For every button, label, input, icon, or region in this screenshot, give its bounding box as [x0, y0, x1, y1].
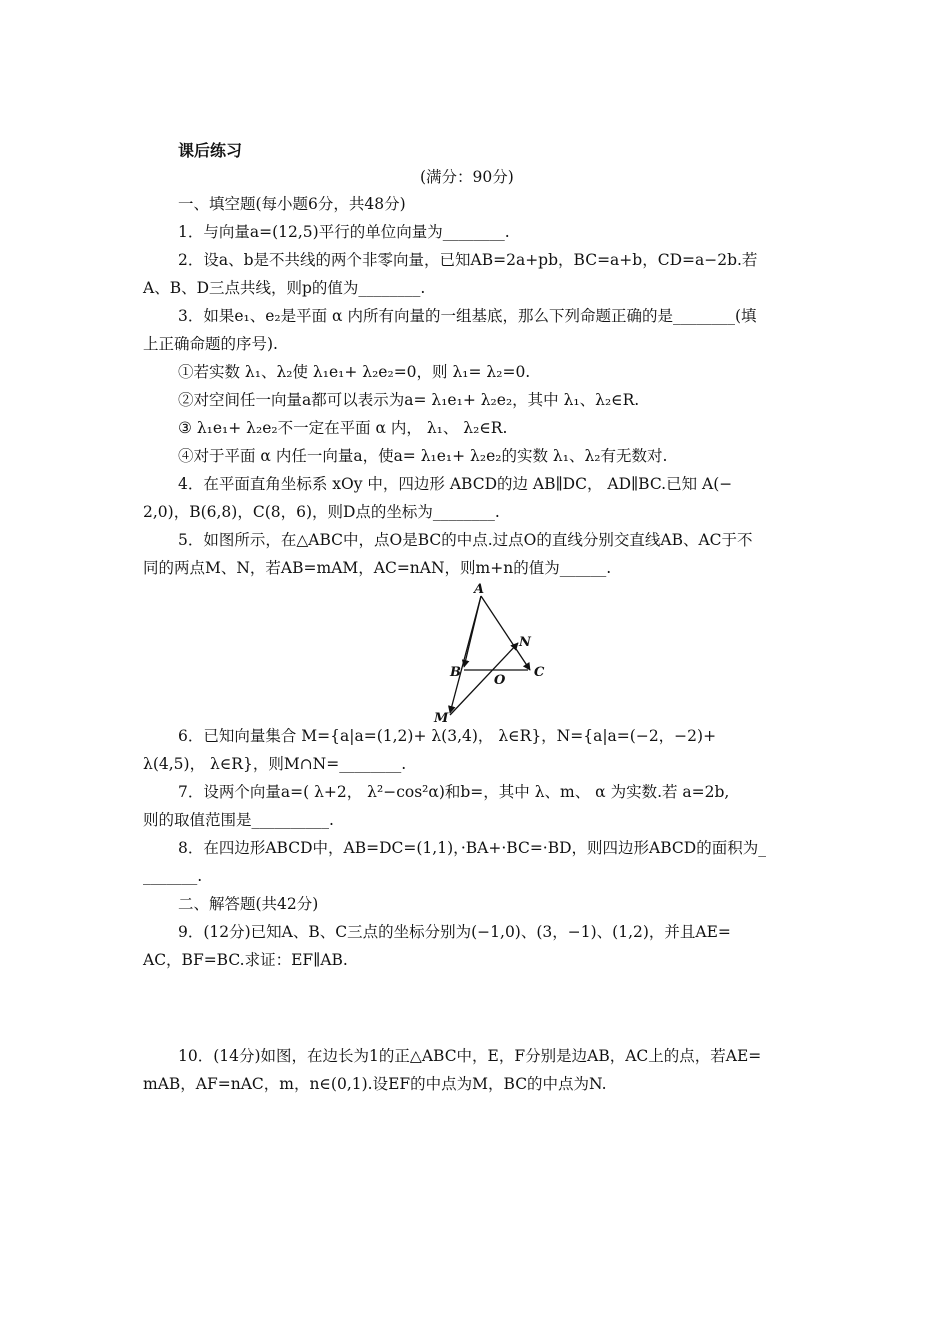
- question-1: 1．与向量a=(12,5)平行的单位向量为________.: [178, 223, 510, 241]
- label-n: N: [519, 635, 531, 650]
- question-10-line2: mAB，AF=nAC，m，n∈(0,1).设EF的中点为M，BC的中点为N.: [143, 1075, 607, 1093]
- segment-ac: [481, 596, 530, 670]
- exercise-title: 课后练习: [178, 141, 243, 160]
- label-a: A: [474, 582, 485, 597]
- question-8-line2: _______.: [143, 867, 203, 885]
- question-6-line1: 6．已知向量集合 M={a|a=(1,2)+ λ(3,4)， λ∈R}，N={a|a=(−2，−2)+: [178, 727, 717, 745]
- label-m: M: [434, 711, 449, 726]
- question-9-line1: 9．(12分)已知A、B、C三点的坐标分别为(−1,0)、(3，−1)、(1,2)，并且AE=: [178, 923, 731, 941]
- question-4-line2: 2,0)，B(6,8)，C(8，6)，则D点的坐标为________.: [143, 503, 500, 521]
- question-6-line2: λ(4,5)， λ∈R}，则M∩N=________.: [143, 755, 407, 773]
- section-fill-blank: 一、填空题(每小题6分，共48分): [178, 195, 406, 213]
- question-3-line1: 3．如果e₁、e₂是平面 α 内所有向量的一组基底，那么下列命题正确的是________(填: [178, 307, 757, 325]
- question-5-line1: 5．如图所示，在△ABC中，点O是BC的中点.过点O的直线分别交直线AB、AC于不: [178, 531, 753, 549]
- question-2-line1: 2．设a、b是不共线的两个非零向量，已知AB=2a+pb，BC=a+b，CD=a−2b.若: [178, 251, 758, 269]
- question-2-line2: A、B、D三点共线，则p的值为________.: [143, 279, 426, 297]
- score-note: (满分：90分): [420, 168, 514, 186]
- section-answer: 二、解答题(共42分): [178, 895, 319, 913]
- label-c: C: [534, 665, 545, 680]
- question-3-option-3: ③ λ₁e₁+ λ₂e₂不一定在平面 α 内， λ₁、 λ₂∈R.: [178, 419, 508, 437]
- triangle-figure: [420, 580, 560, 730]
- question-3-option-2: ②对空间任一向量a都可以表示为a= λ₁e₁+ λ₂e₂，其中 λ₁、λ₂∈R.: [178, 391, 640, 409]
- question-9-line2: AC，BF=BC.求证：EF∥AB.: [143, 951, 348, 969]
- label-o: O: [494, 673, 506, 688]
- question-5-line2: 同的两点M、N，若AB=mAM，AC=nAN，则m+n的值为______.: [143, 559, 612, 577]
- question-3-option-4: ④对于平面 α 内任一向量a，使a= λ₁e₁+ λ₂e₂的实数 λ₁、λ₂有无数对.: [178, 447, 668, 465]
- question-3-line2: 上正确命题的序号).: [143, 335, 278, 353]
- question-4-line1: 4．在平面直角坐标系 xOy 中，四边形 ABCD的边 AB∥DC， AD∥BC.已知 A(−: [178, 475, 733, 493]
- question-10-line1: 10．(14分)如图，在边长为1的正△ABC中，E，F分别是边AB，AC上的点，若AE=: [178, 1047, 762, 1065]
- question-3-option-1: ①若实数 λ₁、λ₂使 λ₁e₁+ λ₂e₂=0，则 λ₁= λ₂=0.: [178, 363, 531, 381]
- segment-am: [450, 596, 481, 713]
- label-b: B: [450, 665, 461, 680]
- question-8-line1: 8．在四边形ABCD中，AB=DC=(1,1)，·BA+·BC=·BD，则四边形ABCD的面积为_: [178, 839, 766, 857]
- question-7-line2: 则的取值范围是__________.: [143, 811, 334, 829]
- question-7-line1: 7．设两个向量a=( λ+2， λ²−cos²α)和b=，其中 λ、m、 α 为实数.若 a=2b,: [178, 783, 730, 801]
